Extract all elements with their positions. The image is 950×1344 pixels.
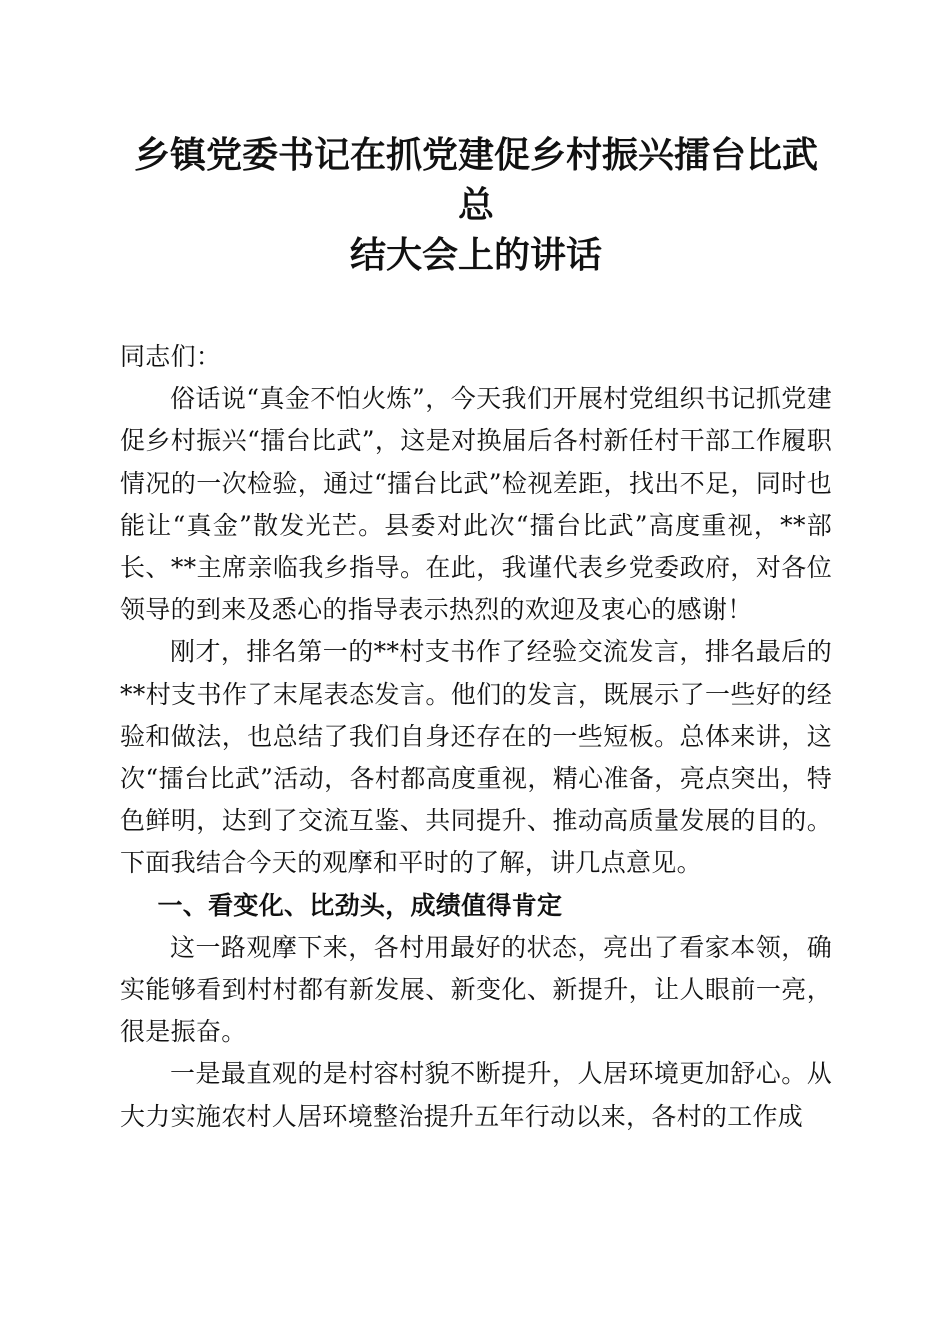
section-1-heading: 一、看变化、比劲头，成绩值得肯定 [157, 890, 563, 920]
document-title [120, 130, 832, 280]
paragraph-4 [120, 1053, 832, 1137]
paragraph-1: 俗话说“真金不怕火炼”，今天我们开展村党组织书记抓党建促乡村振兴“擂台比武”，这是对换届后各村新任村干部工作履职情况的一次检验，通过“擂台比武”检视差距，找出不足，同时也能让“真金”散发光芒。县委对此次“擂台比武”高度重视，**部长、**主席亲临我乡指导。在此，我谨代表乡党委政府，对各位领导的到来及悉心的指导表示热烈的欢迎及衷心的感谢！ [120, 384, 832, 625]
document-page [120, 130, 832, 1138]
paragraph-2: 刚才，排名第一的**村支书作了经验交流发言，排名最后的**村支书作了末尾表态发言。他们的发言，既展示了一些好的经验和做法，也总结了我们自身还存在的一些短板。总体来讲，这次“擂台比武”活动，各村都高度重视，精心准备，亮点突出，特色鲜明，达到了交流互鉴、共同提升、推动高质量发展的目的。下面我结合今天的观摩和平时的了解，讲几点意见。 [120, 637, 832, 878]
paragraph-4-rest: 从大力实施农村人居环境整治提升五年行动以来，各村的工作成 [120, 1059, 832, 1131]
title-line-2: 结大会上的讲话 [349, 234, 602, 276]
paragraph-4-lead: 一是最直观的是村容村貌不断提升，人居环境更加舒心。 [170, 1059, 807, 1089]
paragraph-3: 这一路观摩下来，各村用最好的状态，亮出了看家本领，确实能够看到村村都有新发展、新变化、新提升，让人眼前一亮，很是振奋。 [120, 932, 832, 1047]
salutation: 同志们： [120, 342, 222, 371]
title-line-1: 乡镇党委书记在抓党建促乡村振兴擂台比武总 [133, 134, 818, 226]
document-body [120, 336, 832, 1138]
